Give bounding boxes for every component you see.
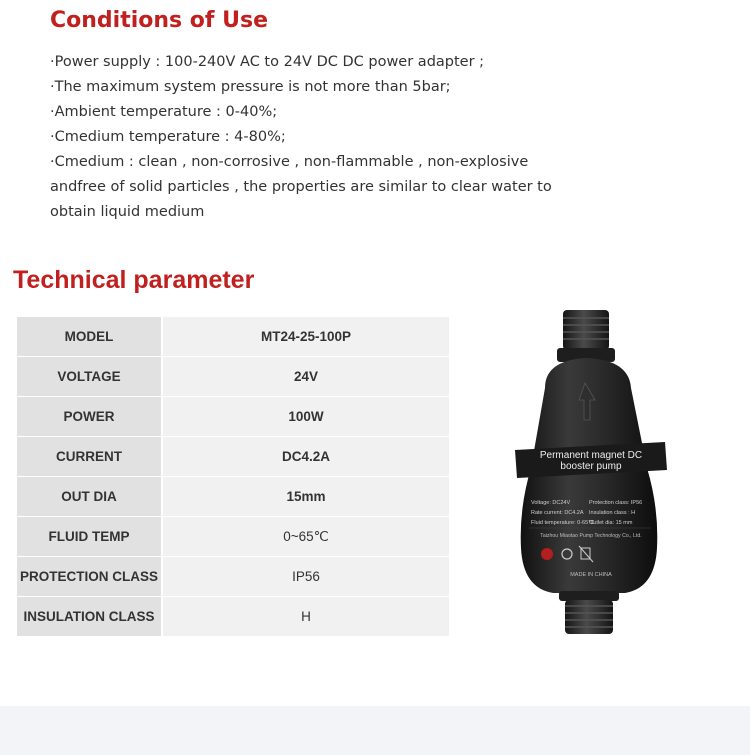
table-row [17,477,449,517]
param-value: H [162,597,449,637]
pump-origin: MADE IN CHINA [570,572,612,578]
condition-line: ·Cmedium : clean , non-corrosive , non-flammable , non-explosive [50,154,529,170]
pump-label-line1: Permanent magnet DC [539,450,643,461]
pump-spec-insulation: Insulation class : H [589,510,636,516]
condition-line: ·Cmedium temperature : 4-80%; [50,129,286,145]
top-connector [557,310,615,362]
pump-spec-fluid: Fluid temperature: 0-65℃ [531,520,595,526]
param-key: CURRENT [17,437,162,477]
condition-line: ·Ambient temperature : 0-40%; [50,104,278,120]
table-row [17,317,449,357]
table-row [17,357,449,397]
param-key: FLUID TEMP [17,517,162,557]
table-row [17,597,449,637]
param-value: DC4.2A [162,437,449,477]
bottom-connector [559,591,619,634]
param-key: VOLTAGE [17,357,162,397]
param-key: MODEL [17,317,162,357]
conditions-title: Conditions of Use [50,8,269,33]
condition-line: obtain liquid medium [50,204,205,220]
param-value: 24V [162,357,449,397]
technical-title: Technical parameter [13,266,255,294]
pump-label-line2: booster pump [560,461,622,472]
condition-line: ·The maximum system pressure is not more than 5bar; [50,79,451,95]
pump-spec-voltage: Voltage: DC24V [531,500,571,506]
pump-maker: Taizhou Miaotao Pump Technology Co., Ltd. [540,533,642,539]
parameter-table [17,317,449,637]
param-key: INSULATION CLASS [17,597,162,637]
condition-line: andfree of solid particles , the properties are similar to clear water to [50,179,552,195]
booster-pump-image [505,308,675,638]
param-key: POWER [17,397,162,437]
param-value: 15mm [162,477,449,517]
param-key: OUT DIA [17,477,162,517]
pump-spec-outlet: Outlet dia: 15 mm [589,520,633,526]
param-value: 100W [162,397,449,437]
table-row [17,517,449,557]
pump-spec-current: Rate current: DC4.2A [531,510,584,516]
footer-band [0,706,750,755]
table-row [17,397,449,437]
condition-line: ·Power supply : 100-240V AC to 24V DC DC power adapter ; [50,54,485,70]
param-value: MT24-25-100P [162,317,449,357]
table-row [17,557,449,597]
warning-icon [541,548,553,560]
param-key: PROTECTION CLASS [17,557,162,597]
param-value: IP56 [162,557,449,597]
pump-spec-protection: Protection class: IP56 [589,500,643,506]
conditions-list [50,50,570,225]
param-value: 0~65℃ [162,517,449,557]
table-row [17,437,449,477]
